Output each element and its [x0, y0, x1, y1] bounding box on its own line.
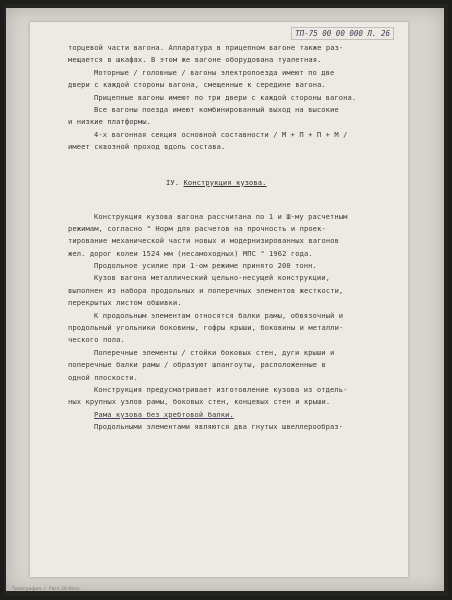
text-line: 4-х вагонная секция основной составности / М + П + П + М /	[94, 129, 348, 139]
text-line: имеет сквозной проход вдоль состава.	[68, 142, 226, 152]
spacer	[68, 189, 406, 211]
print-footer: Типография, г. Рига 26 балл.	[12, 587, 81, 592]
document-page	[30, 22, 408, 577]
text-line: Кузов вагона металлический цельно-несущей конструкции,	[94, 273, 331, 283]
text-line: выполнен из набора продольных и поперечных элементов жесткости,	[68, 285, 344, 295]
text-line: Все вагоны поезда имеют комбинированный выход на высокие	[94, 104, 339, 114]
text-line: Моторные / головные / вагоны электропоезда имеют по две	[94, 67, 335, 77]
section-heading	[68, 176, 406, 189]
text-line: одной плоскости.	[68, 372, 138, 382]
archive-code-stamp: ТП-75 00 00 000 Л. 26	[291, 27, 394, 40]
text-line: и низкие платформы.	[68, 117, 152, 127]
text-line: Поперечные элементы / стойки боковых стен, дуги крыши и	[94, 347, 335, 357]
text-line-underlined: Рама кузова без хребтовой балки.	[94, 409, 234, 419]
text-line: перекрытых листом обшивки.	[68, 298, 182, 308]
text-line: Продольными элементами являются два гнутых швеллерообраз-	[94, 422, 344, 432]
text-line: Прицепные вагоны имеют по три двери с каждой стороны вагона.	[94, 92, 357, 102]
text-line: Конструкция кузова вагона рассчитана по 1 и Ш-му расчетным	[94, 211, 348, 221]
text-line: торцевой части вагона. Аппаратура в прицепном вагоне также раз-	[68, 43, 344, 52]
spacer	[68, 154, 406, 176]
text-line: ческого пола.	[68, 335, 125, 345]
section-number: IУ.	[166, 177, 180, 187]
text-line: Конструкция предусматривает изготовление кузова из отдель-	[94, 384, 348, 394]
text-line: тирование механической части новых и модернизированных вагонов	[68, 236, 339, 246]
text-line: жел. дорог колеи 1524 мм (несамоходных) МПС " 1962 года.	[68, 248, 313, 258]
text-line: мещается в шкафах. В этом же вагоне оборудована туалетная.	[68, 55, 322, 65]
section-title: Конструкция кузова.	[183, 177, 267, 187]
text-line: поперечные балки рамы / образуют шпангоуты, расположенные в	[68, 360, 326, 370]
text-line: продольный угольники боковины, гофры крыши, боковины и металли-	[68, 323, 344, 333]
text-line: режимам, согласно " Норм для расчетов на прочность и проек-	[68, 223, 326, 233]
text-line: ных крупных узлов рамы, боковых стен, концевых стен и крыши.	[68, 397, 331, 407]
text-line: Продольное усилие при 1-ом режиме принято 200 тонн.	[94, 261, 317, 271]
text-line: К продольным элементам относятся балки рамы, обвязочный и	[94, 310, 344, 320]
text-line: двери с каждой стороны вагона, смещенные к середине вагона.	[68, 80, 326, 90]
document-body	[68, 42, 406, 434]
